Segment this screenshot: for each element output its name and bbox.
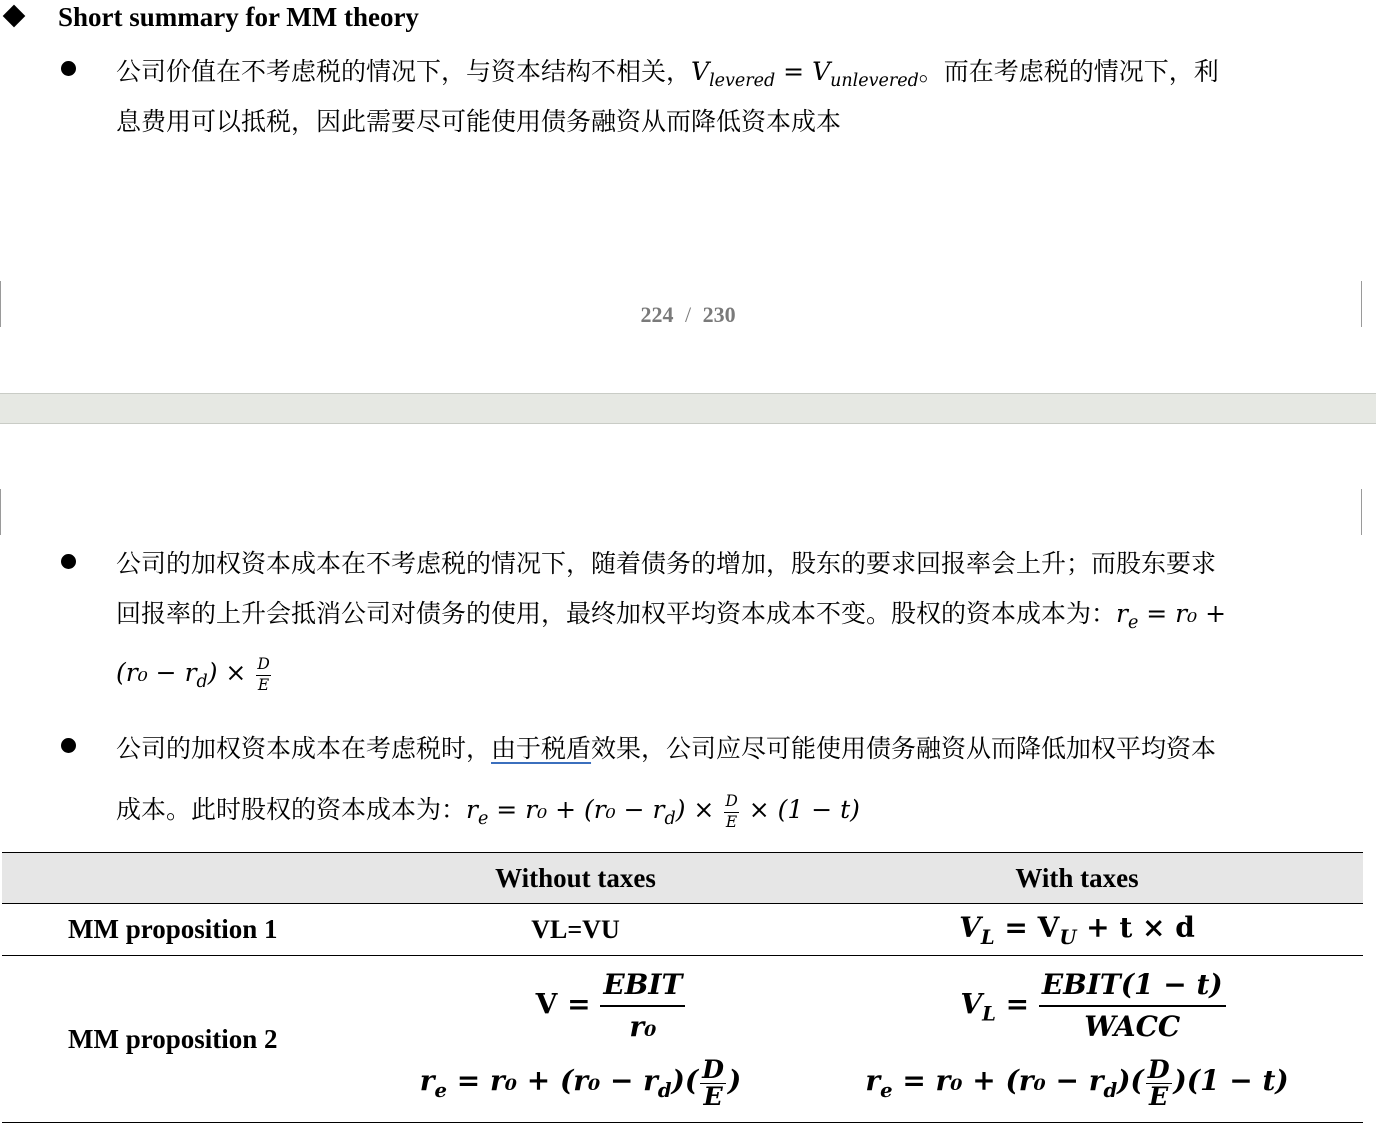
current-page: 224 — [640, 302, 674, 327]
bullet-icon — [61, 61, 76, 76]
table-row — [2, 956, 1363, 1123]
page-corner-mark — [0, 489, 15, 535]
page-indicator: 224 / 230 — [640, 302, 736, 327]
fraction-d-over-e: $\frac{D}{E}$ — [257, 655, 270, 694]
paragraph-line: 息费用可以抵税，因此需要尽可能使用债务融资从而降低资本成本 — [116, 107, 842, 136]
document-page-225 — [0, 424, 1376, 1126]
tax-shield-link[interactable]: 由于税盾 — [491, 734, 592, 763]
formula-v-ebit-r0: V = $\frac{\text{EBIT}}{\text{r₀}}$ — [360, 969, 791, 1043]
fraction-d-over-e: $\frac{D}{E}$ — [725, 792, 738, 831]
cell-without-taxes: VL=VU — [360, 904, 791, 956]
diamond-bullet-icon — [3, 5, 26, 28]
bullet-icon — [61, 554, 76, 569]
paragraph-line: 公司价值在不考虑税的情况下，与资本结构不相关，$V_{levered} = V_{unlevered}$。而在考虑税的情况下，利 — [116, 57, 1219, 92]
paragraph-line: 公司的加权资本成本在不考虑税的情况下，随着债务的增加，股东的要求回报率会上升；而股东要求 — [116, 549, 1217, 578]
page-corner-mark — [1361, 489, 1376, 535]
row-label: MM proposition 2 — [2, 956, 360, 1123]
section-heading: Short summary for MM theory — [58, 2, 419, 32]
formula-cost-of-equity-continued: $(r_0 - r_d)$ × $\frac{D}{E}$ — [116, 655, 270, 694]
cell-with-taxes — [791, 904, 1363, 956]
bullet-icon — [61, 738, 76, 753]
table-header-cell: With taxes — [791, 853, 1363, 904]
paragraph-line: 公司的加权资本成本在考虑税时，由于税盾效果，公司应尽可能使用债务融资从而降低加权平均资本 — [116, 734, 1217, 763]
formula-vl-vu-td: $V_L = V_U + t \times d$ — [959, 910, 1195, 949]
formula-re-no-tax: $r_e = r_0 + (r_0 - r_d)$( $\frac{D}{E}$ ) — [419, 1054, 742, 1111]
paragraph-line: 成本。此时股权的资本成本为：$r_e = r_0 + (r_0 - r_d)$ × $\frac{D}{E}$ × (1 − t) — [116, 792, 860, 831]
table-header-cell: Without taxes — [360, 853, 791, 904]
formula-cost-of-equity: $r_e = r_0$ + — [1116, 599, 1227, 634]
formula-cost-of-equity-tax: $r_e = r_0 + (r_0 - r_d)$ × $\frac{D}{E}$ × (1 − t) — [466, 792, 860, 831]
total-pages: 230 — [702, 302, 736, 327]
mm-propositions-table — [2, 852, 1363, 1123]
formula-vl-ebit-wacc: $V_L$ = $\frac{\text{EBIT(1 − t)}}{\text{WACC}}$ — [791, 969, 1363, 1043]
table-header-row — [2, 853, 1363, 904]
formula-re-with-tax: $r_e = r_0 + (r_0 - r_d)$( $\frac{D}{E}$ )(1 − t) — [865, 1054, 1289, 1111]
table-header-cell — [2, 853, 360, 904]
page-separator — [0, 393, 1376, 424]
row-label: MM proposition 1 — [2, 904, 360, 956]
document-page-224 — [0, 0, 1376, 393]
table-row — [2, 904, 1363, 956]
cell-without-taxes — [360, 956, 791, 1123]
paragraph-line: 回报率的上升会抵消公司对债务的使用，最终加权平均资本成本不变。股权的资本成本为：$r_e = r_0$ + — [116, 599, 1227, 634]
cell-with-taxes — [791, 956, 1363, 1123]
formula-levered-unlevered: $V_{levered} = V_{unlevered}$ — [691, 57, 919, 92]
